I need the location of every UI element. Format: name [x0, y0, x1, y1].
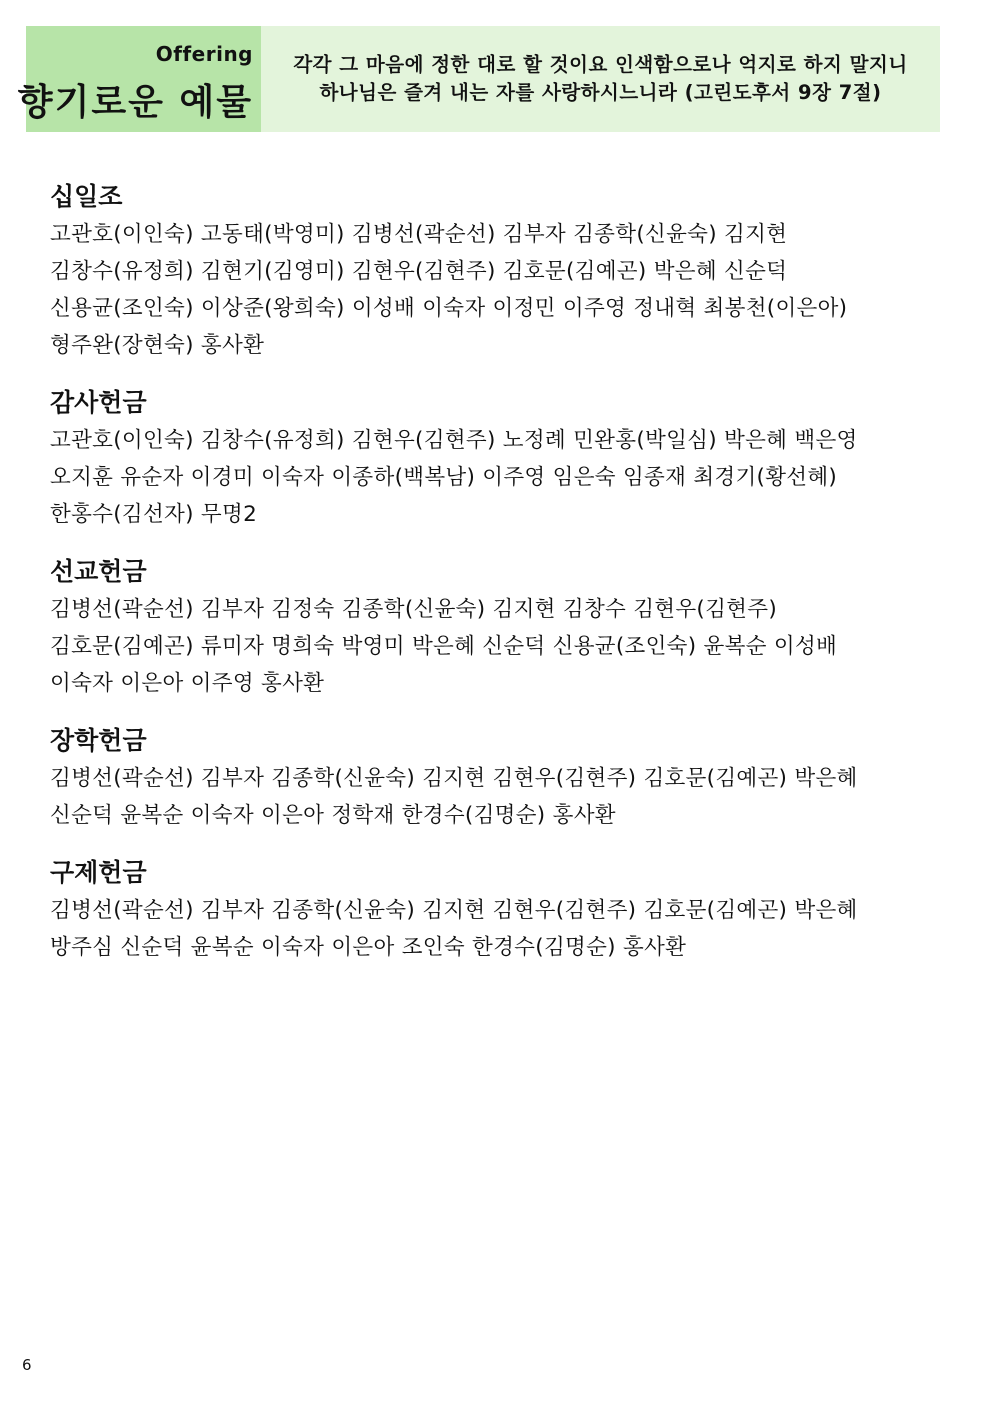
names-line: 방주심 신순덕 윤복순 이숙자 이은아 조인숙 한경수(김명순) 홍사환: [50, 935, 687, 960]
names-line: 고관호(이인숙) 고동태(박영미) 김병선(곽순선) 김부자 김종학(신윤숙) 김지현: [50, 222, 788, 247]
names-line: 신순덕 윤복순 이숙자 이은아 정학재 한경수(김명순) 홍사환: [50, 803, 616, 828]
names-line: 김창수(유정희) 김현기(김영미) 김현우(김현주) 김호문(김예곤) 박은혜 신순덕: [50, 259, 788, 284]
section-thanksgiving: [50, 384, 930, 533]
header-banner: [17, 26, 940, 132]
page-number: 6: [22, 1356, 32, 1374]
names-line: 신용균(조인숙) 이상준(왕희숙) 이성배 이숙자 이정민 이주영 정내혁 최봉천(이은아): [50, 296, 848, 321]
section-title: 감사헌금: [50, 388, 147, 417]
names-line: 김병선(곽순선) 김부자 김정숙 김종학(신윤숙) 김지현 김창수 김현우(김현주): [50, 597, 778, 622]
names-line: 형주완(장현숙) 홍사환: [50, 333, 265, 358]
page-title: 향기로운 예물: [17, 82, 253, 123]
header-title-block: [17, 26, 261, 132]
names-line: 김병선(곽순선) 김부자 김종학(신윤숙) 김지현 김현우(김현주) 김호문(김예곤) 박은혜: [50, 898, 858, 923]
section-relief: [50, 854, 930, 966]
names-line: 고관호(이인숙) 김창수(유정희) 김현우(김현주) 노정례 민완홍(박일심) 박은혜 백은영: [50, 428, 858, 453]
section-title: 선교헌금: [50, 557, 147, 586]
names-line: 오지훈 유순자 이경미 이숙자 이종하(백복남) 이주영 임은숙 임종재 최경기(황선혜): [50, 465, 838, 490]
section-scholarship: [50, 722, 930, 834]
names-line: 김호문(김예곤) 류미자 명희숙 박영미 박은혜 신순덕 신용균(조인숙) 윤복순 이성배: [50, 634, 838, 659]
offering-list: [50, 178, 930, 986]
section-mission: [50, 553, 930, 702]
names-line: 김병선(곽순선) 김부자 김종학(신윤숙) 김지현 김현우(김현주) 김호문(김예곤) 박은혜: [50, 766, 858, 791]
section-title: 장학헌금: [50, 726, 147, 755]
header-english-title: Offering: [155, 42, 253, 66]
verse-line: 하나님은 즐겨 내는 자를 사랑하시느니라 (고린도후서 9장 7절): [319, 81, 882, 104]
bible-verse-block: [261, 26, 940, 132]
section-tithe: [50, 178, 930, 364]
section-title: 십일조: [50, 182, 123, 211]
names-line: 이숙자 이은아 이주영 홍사환: [50, 671, 325, 696]
section-title: 구제헌금: [50, 858, 147, 887]
verse-line: 각각 그 마음에 정한 대로 할 것이요 인색함으로나 억지로 하지 말지니: [293, 53, 908, 76]
names-line: 한홍수(김선자) 무명2: [50, 502, 258, 527]
